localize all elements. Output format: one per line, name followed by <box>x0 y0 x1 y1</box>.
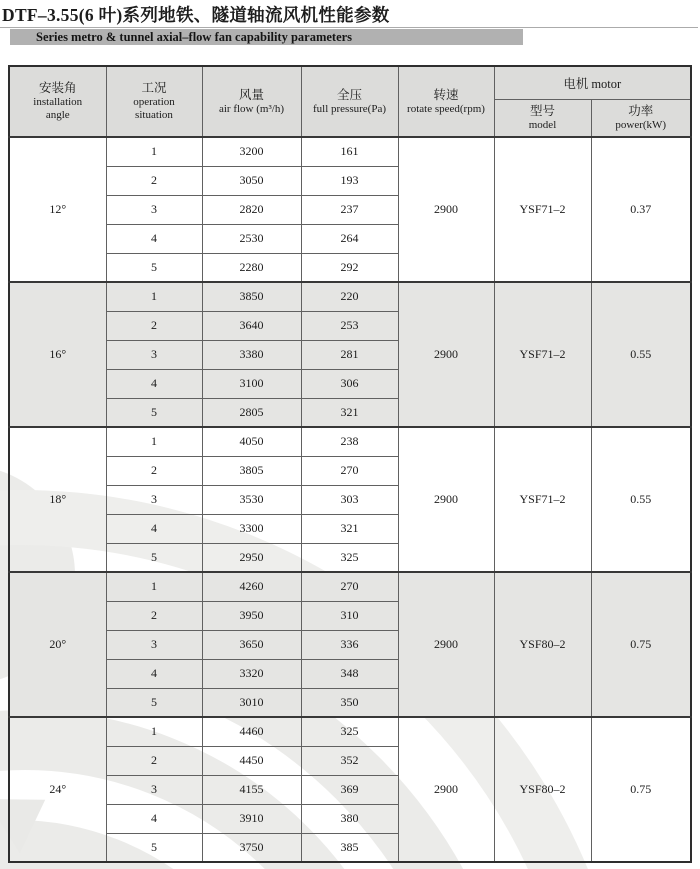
angle-cell: 20° <box>9 572 106 717</box>
flow-cell: 2820 <box>202 195 301 224</box>
flow-cell: 4450 <box>202 746 301 775</box>
pressure-cell: 380 <box>301 804 398 833</box>
flow-cell: 2280 <box>202 253 301 282</box>
pressure-cell: 270 <box>301 572 398 601</box>
situation-cell: 2 <box>106 456 202 485</box>
situation-cell: 1 <box>106 717 202 746</box>
pressure-cell: 336 <box>301 630 398 659</box>
situation-cell: 2 <box>106 601 202 630</box>
model-cell: YSF71–2 <box>494 427 591 572</box>
title-underline <box>0 27 698 28</box>
fan-parameters-table <box>8 65 692 863</box>
header-installation-angle: 安装角 installation angle <box>9 66 106 137</box>
flow-cell: 2530 <box>202 224 301 253</box>
pressure-cell: 281 <box>301 340 398 369</box>
pressure-cell: 303 <box>301 485 398 514</box>
flow-cell: 2950 <box>202 543 301 572</box>
situation-cell: 1 <box>106 427 202 456</box>
angle-cell: 16° <box>9 282 106 427</box>
section-12deg <box>9 137 691 282</box>
situation-cell: 3 <box>106 340 202 369</box>
angle-cell: 24° <box>9 717 106 862</box>
flow-cell: 4460 <box>202 717 301 746</box>
flow-cell: 3300 <box>202 514 301 543</box>
page-title: DTF–3.55(6 叶)系列地铁、隧道轴流风机性能参数 <box>2 5 390 25</box>
header-full-pressure: 全压 full pressure(Pa) <box>301 66 398 137</box>
speed-cell: 2900 <box>398 427 494 572</box>
flow-cell: 4050 <box>202 427 301 456</box>
header-motor-power: 功率 power(kW) <box>591 99 691 137</box>
situation-cell: 4 <box>106 224 202 253</box>
situation-cell: 2 <box>106 166 202 195</box>
pressure-cell: 385 <box>301 833 398 862</box>
table-row <box>9 427 691 456</box>
header-operation-situation: 工况 operation situation <box>106 66 202 137</box>
flow-cell: 3380 <box>202 340 301 369</box>
flow-cell: 3320 <box>202 659 301 688</box>
flow-cell: 3805 <box>202 456 301 485</box>
situation-cell: 3 <box>106 195 202 224</box>
situation-cell: 4 <box>106 659 202 688</box>
pressure-cell: 352 <box>301 746 398 775</box>
situation-cell: 4 <box>106 804 202 833</box>
power-cell: 0.37 <box>591 137 691 282</box>
flow-cell: 3950 <box>202 601 301 630</box>
situation-cell: 2 <box>106 311 202 340</box>
pressure-cell: 264 <box>301 224 398 253</box>
power-cell: 0.55 <box>591 282 691 427</box>
flow-cell: 3050 <box>202 166 301 195</box>
speed-cell: 2900 <box>398 717 494 862</box>
model-cell: YSF71–2 <box>494 282 591 427</box>
pressure-cell: 238 <box>301 427 398 456</box>
flow-cell: 2805 <box>202 398 301 427</box>
model-cell: YSF71–2 <box>494 137 591 282</box>
power-cell: 0.55 <box>591 427 691 572</box>
flow-cell: 4155 <box>202 775 301 804</box>
pressure-cell: 161 <box>301 137 398 166</box>
table-row <box>9 572 691 601</box>
situation-cell: 5 <box>106 253 202 282</box>
header-rotate-speed: 转速 rotate speed(rpm) <box>398 66 494 137</box>
pressure-cell: 193 <box>301 166 398 195</box>
section-16deg <box>9 282 691 427</box>
flow-cell: 3910 <box>202 804 301 833</box>
table-row <box>9 137 691 166</box>
pressure-cell: 325 <box>301 543 398 572</box>
pressure-cell: 237 <box>301 195 398 224</box>
table-header <box>9 66 691 137</box>
pressure-cell: 325 <box>301 717 398 746</box>
situation-cell: 4 <box>106 514 202 543</box>
table-row <box>9 717 691 746</box>
angle-cell: 18° <box>9 427 106 572</box>
situation-cell: 4 <box>106 369 202 398</box>
pressure-cell: 292 <box>301 253 398 282</box>
pressure-cell: 310 <box>301 601 398 630</box>
flow-cell: 3100 <box>202 369 301 398</box>
speed-cell: 2900 <box>398 282 494 427</box>
flow-cell: 3750 <box>202 833 301 862</box>
header-motor-model: 型号 model <box>494 99 591 137</box>
situation-cell: 5 <box>106 543 202 572</box>
header-motor: 电机 motor <box>494 66 691 99</box>
table-row <box>9 282 691 311</box>
model-cell: YSF80–2 <box>494 717 591 862</box>
situation-cell: 1 <box>106 137 202 166</box>
situation-cell: 1 <box>106 282 202 311</box>
pressure-cell: 350 <box>301 688 398 717</box>
pressure-cell: 220 <box>301 282 398 311</box>
pressure-cell: 253 <box>301 311 398 340</box>
pressure-cell: 369 <box>301 775 398 804</box>
section-20deg <box>9 572 691 717</box>
section-18deg <box>9 427 691 572</box>
pressure-cell: 270 <box>301 456 398 485</box>
page-subtitle: Series metro & tunnel axial–flow fan capability parameters <box>36 30 353 44</box>
situation-cell: 5 <box>106 833 202 862</box>
pressure-cell: 321 <box>301 514 398 543</box>
flow-cell: 3200 <box>202 137 301 166</box>
situation-cell: 5 <box>106 398 202 427</box>
flow-cell: 3530 <box>202 485 301 514</box>
flow-cell: 4260 <box>202 572 301 601</box>
pressure-cell: 348 <box>301 659 398 688</box>
situation-cell: 3 <box>106 485 202 514</box>
section-24deg <box>9 717 691 862</box>
speed-cell: 2900 <box>398 137 494 282</box>
flow-cell: 3640 <box>202 311 301 340</box>
situation-cell: 3 <box>106 630 202 659</box>
situation-cell: 5 <box>106 688 202 717</box>
pressure-cell: 306 <box>301 369 398 398</box>
flow-cell: 3650 <box>202 630 301 659</box>
pressure-cell: 321 <box>301 398 398 427</box>
model-cell: YSF80–2 <box>494 572 591 717</box>
situation-cell: 3 <box>106 775 202 804</box>
situation-cell: 1 <box>106 572 202 601</box>
flow-cell: 3850 <box>202 282 301 311</box>
power-cell: 0.75 <box>591 717 691 862</box>
angle-cell: 12° <box>9 137 106 282</box>
header-air-flow: 风量 air flow (m³/h) <box>202 66 301 137</box>
power-cell: 0.75 <box>591 572 691 717</box>
speed-cell: 2900 <box>398 572 494 717</box>
flow-cell: 3010 <box>202 688 301 717</box>
situation-cell: 2 <box>106 746 202 775</box>
subtitle-bar <box>10 29 523 45</box>
